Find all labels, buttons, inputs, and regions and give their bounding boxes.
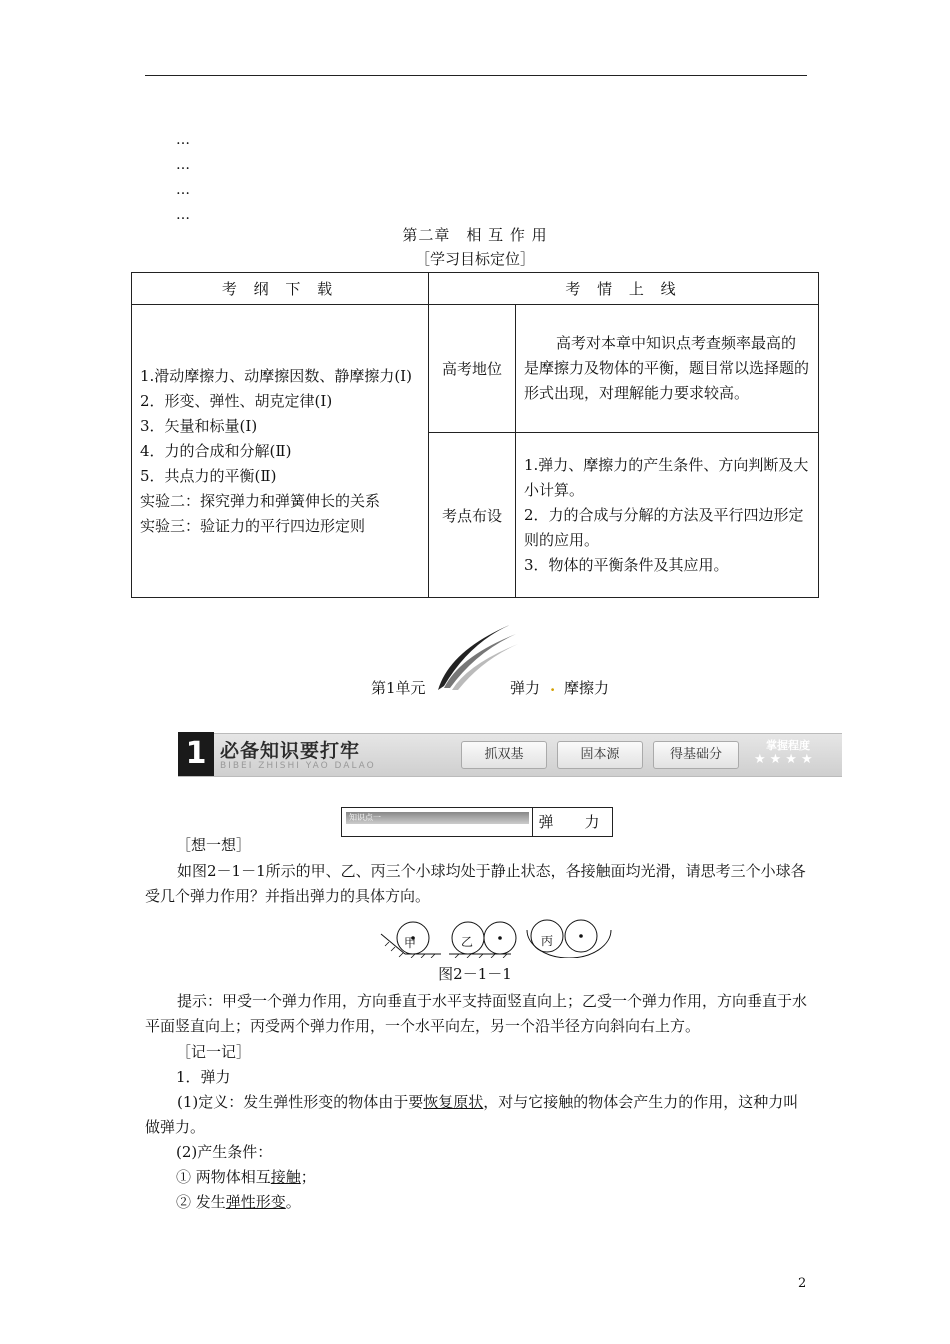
definition-text <box>145 1090 807 1140</box>
condition-2-underlined: 弹性形变 <box>225 1193 286 1211</box>
page-number: 2 <box>798 1276 807 1291</box>
banner-pinyin: BIBEI ZHISHI YAO DALAO <box>220 761 376 771</box>
think-text: 如图2－1－1所示的甲、乙、丙三个小球均处于静止状态，各接触面均光滑，请思考三个小球各受几个弹力作用？并指出弹力的具体方向。 <box>145 862 806 905</box>
conditions-header: (2)产生条件： <box>176 1143 273 1161</box>
hint-text: 提示：甲受一个弹力作用，方向垂直于水平支持面竖直向上；乙受一个弹力作用，方向垂直于水平面竖直向上；丙受两个弹力作用，一个水平向左，另一个沿半径方向斜向右上方。 <box>145 992 808 1035</box>
chapter-title: 第二章 相 互 作 用 <box>402 226 548 244</box>
status-text: 高考对本章中知识点考查频率最高的是摩擦力及物体的平衡，题目常以选择题的形式出现，对理解能力要求较高。 <box>516 305 819 433</box>
definition-pre: (1)定义：发生弹性形变的物体由于要 <box>177 1093 424 1111</box>
syllabus-item: 5．共点力的平衡(Ⅱ) <box>140 466 277 485</box>
ellipsis-list <box>176 128 190 228</box>
topic-item: 1.弹力、摩擦力的产生条件、方向判断及大小计算。 <box>524 455 809 499</box>
definition-post: ，对与它接触的物体会产生力的作用，这种力叫做弹力。 <box>145 1093 799 1136</box>
mastery-stars-icon: ★★★★ <box>754 752 817 767</box>
unit-label: 第1单元 <box>371 679 426 697</box>
condition-1-pre: ① 两物体相互 <box>176 1168 271 1186</box>
mastery-label: 掌握程度 <box>766 739 810 752</box>
swoosh-decoration-icon <box>430 620 520 695</box>
ellipsis: … <box>176 182 190 198</box>
banner-number: 1 <box>178 732 214 776</box>
table-header-right: 考 情 上 线 <box>429 273 819 305</box>
section-subtitle: ［学习目标定位］ <box>414 250 535 268</box>
item-heading: 1．弹力 <box>176 1068 231 1086</box>
syllabus-item: 1.滑动摩擦力、动摩擦因数、静摩擦力(Ⅰ) <box>140 366 412 385</box>
ball-label-yi: 乙 <box>461 935 474 949</box>
unit-title-b: 摩擦力 <box>564 679 610 697</box>
syllabus-cell <box>132 305 429 598</box>
topic-item: 3．物体的平衡条件及其应用。 <box>524 555 729 574</box>
condition-1-underlined: 接触 <box>270 1168 301 1186</box>
condition-1 <box>176 1165 838 1190</box>
remember-header: ［记一记］ <box>176 1043 252 1061</box>
syllabus-item: 实验二：探究弹力和弹簧伸长的关系 <box>140 491 381 510</box>
topics-cell <box>516 433 819 598</box>
section-banner <box>178 733 842 777</box>
condition-1-post: ； <box>300 1168 316 1186</box>
syllabus-item: 4．力的合成和分解(Ⅱ) <box>140 441 292 460</box>
think-header: ［想一想］ <box>176 836 252 854</box>
tab-jichufen[interactable]: 得基础分 <box>653 741 739 769</box>
row-label-topics: 考点布设 <box>429 433 516 598</box>
ball-label-bing: 丙 <box>541 934 554 948</box>
definition-underlined: 恢复原状 <box>423 1093 484 1111</box>
topic-item: 2．力的合成与分解的方法及平行四边形定则的应用。 <box>524 505 804 549</box>
knowledge-point-name: 弹 力 <box>538 813 608 831</box>
row-label-status: 高考地位 <box>429 305 516 433</box>
ellipsis: … <box>176 207 190 223</box>
figure-caption: 图2－1－1 <box>438 965 512 983</box>
condition-2 <box>176 1190 838 1215</box>
syllabus-item: 2．形变、弹性、胡克定律(Ⅰ) <box>140 391 333 410</box>
unit-title-dot: . <box>550 677 556 695</box>
syllabus-item: 实验三：验证力的平行四边形定则 <box>140 516 366 535</box>
syllabus-item: 3．矢量和标量(Ⅰ) <box>140 416 258 435</box>
ellipsis: … <box>176 132 190 148</box>
ball-label-jia: 甲 <box>404 936 417 950</box>
tab-benyuan[interactable]: 固本源 <box>557 741 643 769</box>
figure-balls <box>375 912 615 958</box>
divider <box>532 808 533 836</box>
tab-shuangji[interactable]: 抓双基 <box>461 741 547 769</box>
condition-2-pre: ② 发生 <box>176 1193 226 1211</box>
knowledge-point-label: 知识点一 <box>346 812 529 824</box>
objectives-table <box>131 272 819 598</box>
header-rule <box>145 75 807 76</box>
table-header-left: 考 纲 下 载 <box>132 273 429 305</box>
banner-title: 必备知识要打牢 <box>220 740 361 762</box>
unit-title-a: 弹力 <box>510 679 541 697</box>
ellipsis: … <box>176 157 190 173</box>
condition-2-post: 。 <box>285 1193 301 1211</box>
